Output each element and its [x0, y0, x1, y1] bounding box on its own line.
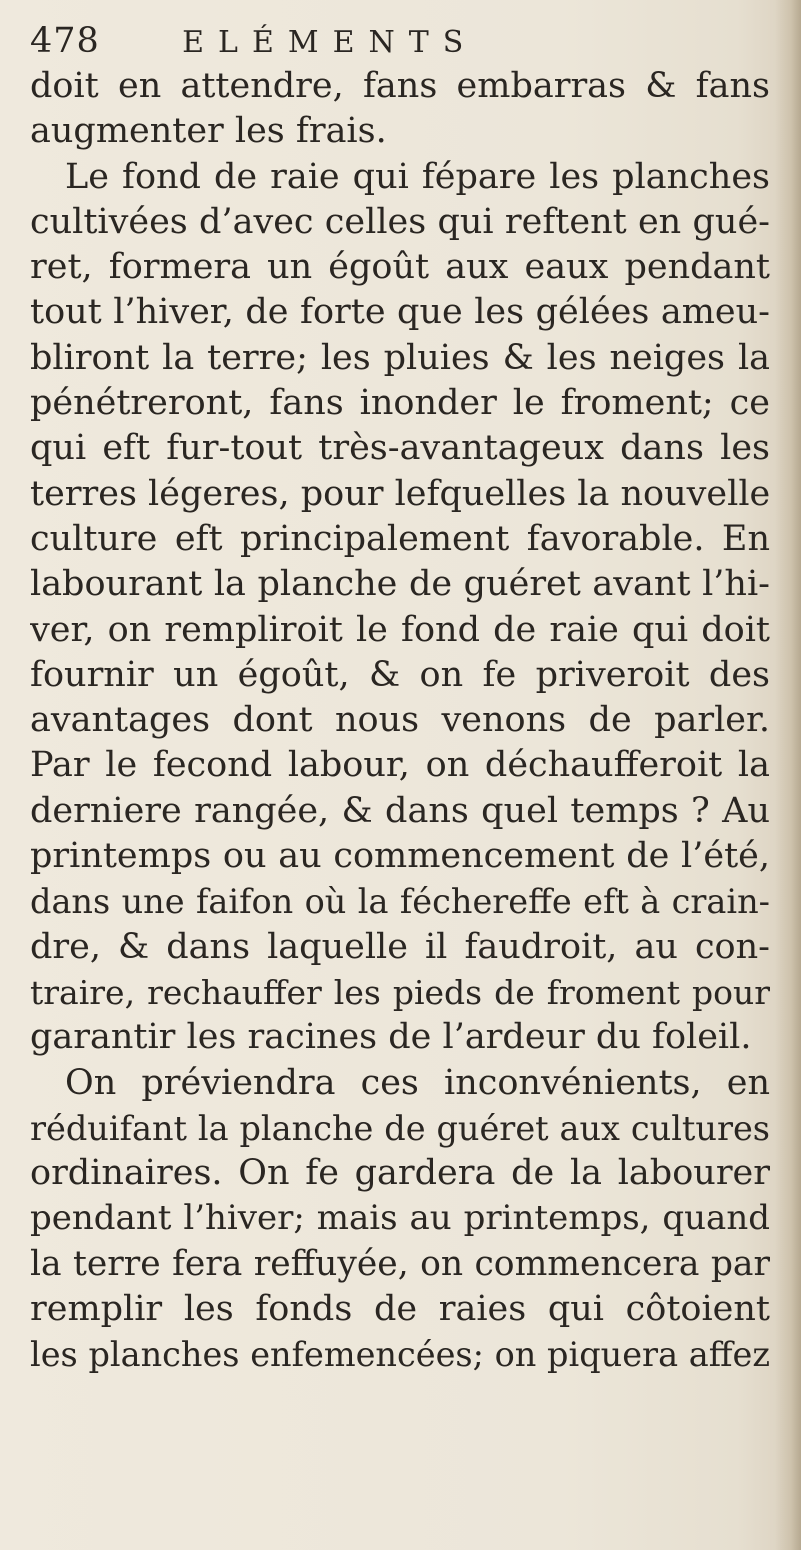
- text-line: cultivées d’avec celles qui reftent en gué-: [30, 201, 770, 242]
- text-line: traire, rechauffer les pieds de froment pour: [30, 972, 770, 1012]
- page-edge-shadow: [775, 0, 801, 1550]
- text-line: réduifant la planche de guéret aux cultures: [30, 1108, 770, 1148]
- text-line: labourant la planche de guéret avant l’hi-: [30, 564, 770, 605]
- text-line: tout l’hiver, de forte que les gélées ameu-: [30, 292, 770, 333]
- text-line: terres légeres, pour lefquelles la nouvelle: [30, 473, 770, 514]
- text-line: Le fond de raie qui fépare les planches: [65, 156, 770, 197]
- text-line: avantages dont nous venons de parler.: [30, 700, 770, 741]
- text-line: derniere rangée, & dans quel temps ? Au: [30, 790, 770, 831]
- text-line: pénétreront, fans inonder le froment; ce: [30, 383, 770, 424]
- body-text: [30, 64, 770, 1378]
- text-line: doit en attendre, fans embarras & fans: [30, 66, 770, 106]
- text-line: dre, & dans laquelle il faudroit, au con-: [30, 926, 770, 967]
- text-line: augmenter les frais.: [30, 111, 387, 152]
- text-line: qui eft fur-tout très-avantageux dans les: [30, 428, 770, 469]
- text-line: dans une faifon où la féchereffe eft à crain-: [30, 882, 770, 922]
- text-line: fournir un égoût, & on fe priveroit des: [30, 654, 770, 695]
- text-line: remplir les fonds de raies qui côtoient: [30, 1289, 770, 1330]
- page-header: [30, 16, 750, 66]
- text-line: garantir les racines de l’ardeur du foleil.: [30, 1017, 752, 1058]
- text-line: On préviendra ces inconvénients, en: [65, 1062, 770, 1103]
- text-line: printemps ou au commencement de l’été,: [30, 836, 770, 877]
- text-line: ver, on rempliroit le fond de raie qui doit: [30, 609, 770, 650]
- text-line: Par le fecond labour, on déchaufferoit la: [30, 745, 770, 786]
- text-line: culture eft principalement favorable. En: [30, 518, 770, 559]
- page-number: 478: [30, 21, 100, 61]
- text-line: bliront la terre; les pluies & les neiges la: [30, 337, 770, 378]
- running-title: ELÉMENTS: [182, 25, 478, 60]
- text-line: ret, formera un égoût aux eaux pendant: [30, 247, 770, 288]
- text-line: les planches enfemencées; on piquera affez: [30, 1335, 770, 1375]
- text-line: la terre fera reffuyée, on commencera par: [30, 1243, 770, 1284]
- text-line: pendant l’hiver; mais au printemps, quand: [30, 1198, 770, 1239]
- text-line: ordinaires. On fe gardera de la labourer: [30, 1153, 770, 1194]
